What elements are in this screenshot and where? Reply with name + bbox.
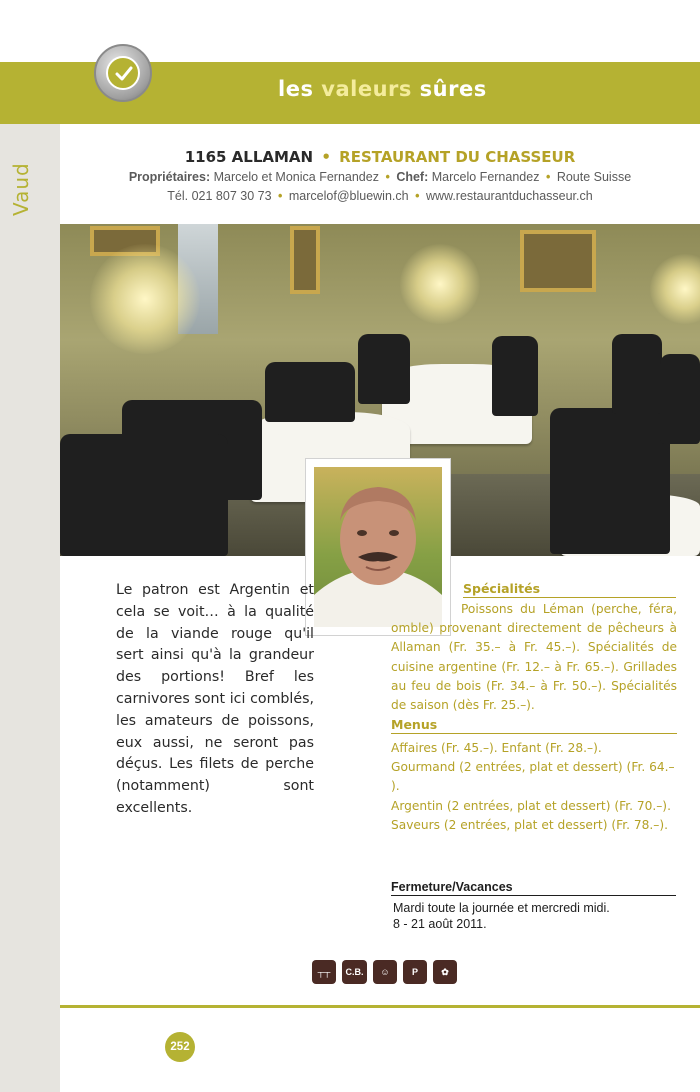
chair <box>492 336 538 416</box>
wall-light <box>650 254 700 324</box>
chair <box>550 408 670 554</box>
website-link[interactable]: www.restaurantduchasseur.ch <box>425 189 593 203</box>
region-label: Vaud <box>9 162 33 216</box>
checkmark-icon <box>106 56 140 90</box>
chair <box>60 434 228 556</box>
contact-line: Tél. 021 807 30 73 • marcelof@bluewin.ch • www.restaurantduchasseur.ch <box>167 189 593 203</box>
restaurant-name: RESTAURANT DU CHASSEUR <box>339 148 576 166</box>
side-bar <box>0 124 60 1092</box>
menu-item: Saveurs (2 entrées, plat et dessert) (Fr. 78.–). <box>391 817 668 832</box>
page-number: 252 <box>165 1032 195 1062</box>
child-friendly-icon: ☺ <box>373 960 397 984</box>
wall-light <box>400 244 480 324</box>
chair <box>660 354 700 444</box>
closing-text: Mardi toute la journée et mercredi midi. 8 - 21 août 2011. <box>393 901 610 931</box>
painting <box>290 226 320 294</box>
chair <box>612 334 662 414</box>
menu-item: Gourmand (2 entrées, plat et dessert) (Fr. 64.– ). <box>391 760 675 794</box>
chair <box>358 334 410 404</box>
painting <box>520 230 596 292</box>
header-badge <box>94 44 152 102</box>
wall-light <box>90 244 200 354</box>
restaurant-title: 1165 ALLAMAN • RESTAURANT DU CHASSEUR <box>184 148 576 166</box>
amenity-icons <box>312 960 462 984</box>
specialties-text: Poissons du Léman (perche, féra, omble) provenant directement de pêcheurs à Allaman (Fr. 35.– à Fr. 45.–). Spécialités de cuisine argentine (Fr. 12.– à Fr. 65.–). Grillades au feu de bois (Fr. 34.– à Fr. 50.–). Spécialités de saison (dès Fr. 25.–). <box>391 602 677 713</box>
chair <box>265 362 355 422</box>
specialties-heading: Spécialités <box>463 581 676 598</box>
section-title: les valeurs sûres <box>278 77 487 101</box>
footer-line <box>60 1005 700 1008</box>
closing-heading: Fermeture/Vacances <box>391 880 676 896</box>
phone: Tél. 021 807 30 73 <box>167 189 272 203</box>
owners-line: Propriétaires: Marcelo et Monica Fernandez • Chef: Marcelo Fernandez • Route Suisse <box>128 170 632 184</box>
email-link[interactable]: marcelof@bluewin.ch <box>288 189 409 203</box>
credit-card-icon: C.B. <box>342 960 367 984</box>
menus-heading: Menus <box>391 717 677 734</box>
postal-city: 1165 ALLAMAN <box>184 148 314 166</box>
pets-allowed-icon: ✿ <box>433 960 457 984</box>
parking-icon: P <box>403 960 427 984</box>
menu-item: Argentin (2 entrées, plat et dessert) (Fr. 70.–). <box>391 798 671 813</box>
terrace-icon: ┬┬ <box>312 960 336 984</box>
menus-list <box>391 739 681 835</box>
description-text: Le patron est Argentin et cela se voit… à la qualité de la viande rouge qu'il sert ainsi qu'à la grandeur des portions! Bref les carnivores sont ici comblés, les amateurs de poissons, eux aussi, ne seront pas déçus. Les filets de perche (notamment) sont excellents. <box>116 582 314 816</box>
menu-item: Affaires (Fr. 45.–). Enfant (Fr. 28.–). <box>391 741 602 755</box>
